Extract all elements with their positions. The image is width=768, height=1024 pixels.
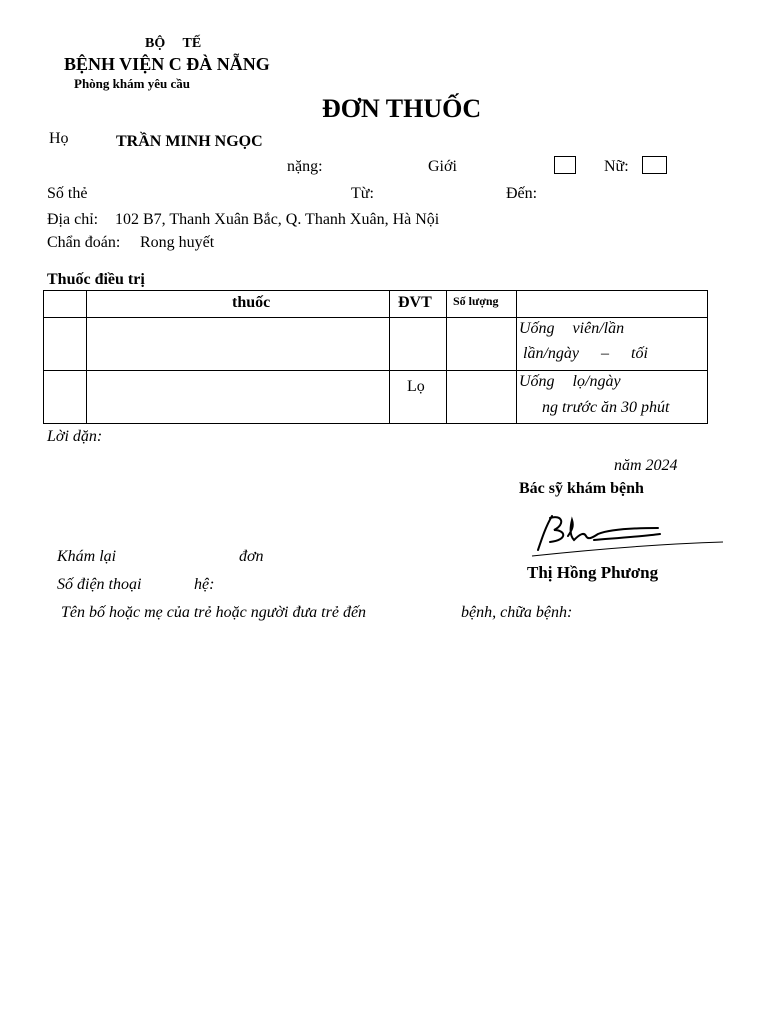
guardian-suffix: bệnh, chữa bệnh: [461, 604, 573, 621]
from-label: Từ: [351, 185, 374, 202]
advice-label: Lời dặn: [47, 428, 103, 445]
female-label: Nữ: [604, 158, 629, 175]
male-checkbox[interactable] [554, 156, 576, 174]
usage-line-1: Uống lọ/ngày [519, 373, 621, 390]
row-usage [517, 318, 708, 371]
doctor-name: Thị Hồng Phương [527, 563, 659, 582]
doctor-title: Bác sỹ khám bệnh [519, 480, 644, 497]
usage-line-2: lần/ngày – tối [523, 345, 648, 362]
page-title: ĐƠN THUỐC [322, 94, 482, 123]
col-header-drug [87, 291, 390, 318]
ministry-name: BỘ TẾ [145, 36, 202, 51]
unit-value: Lọ [407, 378, 425, 395]
diagnosis-value: Rong huyết [140, 234, 215, 251]
col-header-drug-label: thuốc [232, 294, 271, 311]
revisit-label: Khám lại [57, 548, 117, 565]
table-header-row [44, 291, 708, 318]
name-label: Họ [49, 130, 69, 147]
table-row [44, 318, 708, 371]
hospital-name: BỆNH VIỆN C ĐÀ NẴNG [64, 54, 270, 74]
usage-line-1: Uống viên/lần [519, 320, 625, 337]
row-qty [447, 371, 517, 424]
row-qty [447, 318, 517, 371]
row-usage [517, 371, 708, 424]
row-unit [390, 318, 447, 371]
date-text: năm 2024 [614, 457, 678, 474]
row-drug [87, 318, 390, 371]
col-header-unit-label: ĐVT [398, 294, 432, 311]
card-label: Số thẻ [47, 185, 88, 202]
patient-name: TRẦN MINH NGỌC [116, 133, 263, 150]
treatment-section-title: Thuốc điều trị [47, 271, 145, 288]
col-header-qty-label: Số lượng [453, 294, 499, 308]
gender-label: Giới [428, 158, 457, 175]
guardian-label: Tên bố hoặc mẹ của trẻ hoặc người đưa trẻ đến [61, 604, 367, 621]
to-label: Đến: [506, 185, 538, 202]
address-label: Địa chỉ: [47, 211, 99, 228]
col-header-unit [390, 291, 447, 318]
phone-suffix: hệ: [194, 576, 215, 593]
col-header-usage [517, 291, 708, 318]
department-name: Phòng khám yêu cầu [74, 76, 190, 91]
usage-line-2: ng trước ăn 30 phút [542, 399, 670, 416]
diagnosis-label: Chẩn đoán: [47, 234, 121, 251]
row-drug [87, 371, 390, 424]
row-no [44, 318, 87, 371]
row-unit [390, 371, 447, 424]
prescription-table [43, 290, 708, 424]
phone-label: Số điện thoại [57, 576, 142, 593]
weight-label: nặng: [287, 158, 323, 175]
col-header-qty [447, 291, 517, 318]
table-row [44, 371, 708, 424]
revisit-suffix: đơn [239, 548, 264, 565]
row-no [44, 371, 87, 424]
col-header-no [44, 291, 87, 318]
address-value: 102 B7, Thanh Xuân Bắc, Q. Thanh Xuân, Hà Nội [115, 211, 440, 228]
doctor-signature [528, 510, 728, 562]
female-checkbox[interactable] [642, 156, 667, 174]
